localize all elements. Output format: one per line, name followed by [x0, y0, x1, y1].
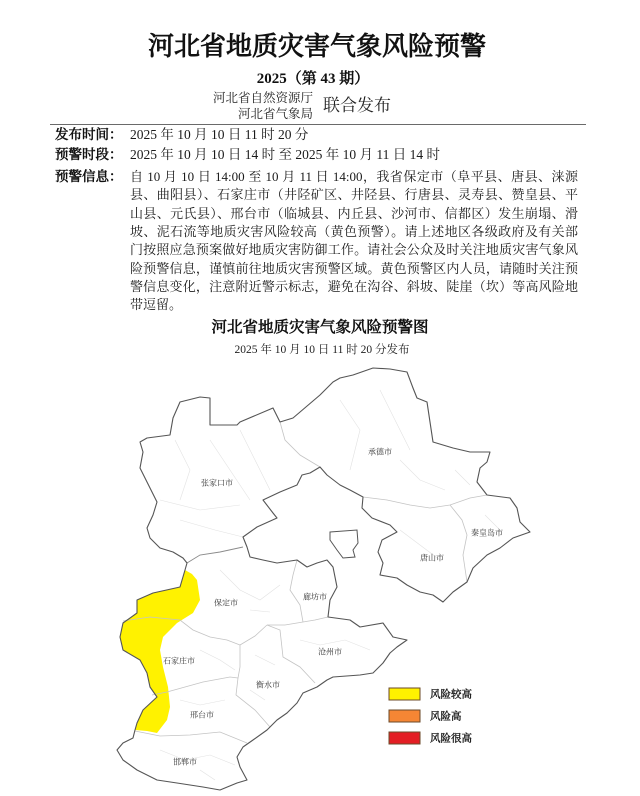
joint-release-label: 联合发布: [323, 96, 391, 116]
city-label-tangshan: 唐山市: [420, 553, 444, 563]
warning-info-line: 自 10 月 10 日 14:00 至 10 月 11 日 14:00，我省保定市（阜平县、唐县、涞源: [130, 169, 578, 184]
header-divider: [50, 124, 586, 125]
publisher-list: [150, 90, 313, 122]
langfang-north-enclave-outline: [330, 530, 358, 558]
city-label-langfang: 廊坊市: [303, 592, 327, 602]
issue-number: 2025（第 43 期）: [256, 71, 370, 87]
map-legend: [389, 688, 472, 745]
warning-info-line: 山县、元氏县）、邢台市（临城县、内丘县、沙河市、信都区）发生崩塌、滑: [130, 205, 578, 221]
city-label-hengshui: 衡水市: [256, 680, 280, 690]
legend-label-high-moderate: 风险较高: [430, 688, 472, 701]
hebei-risk-map: [100, 355, 560, 796]
warning-period-label: 预警时段：: [55, 147, 123, 163]
city-label-qinhuangdao: 秦皇岛市: [471, 528, 503, 538]
warning-info-line: 县、曲阳县）、石家庄市（井陉矿区、井陉县、行唐县、灵寿县、赞皇县、平: [130, 187, 578, 203]
legend-swatch-very-high: [389, 732, 420, 744]
map-subtitle: 2025 年 10 月 10 日 11 时 20 分发布: [234, 344, 410, 356]
city-label-chengde: 承德市: [368, 447, 392, 457]
city-label-handan: 邯郸市: [173, 757, 197, 767]
warning-info-line: 警信息变化，注意附近警示标志，避免在沟谷、斜坡、陡崖（坎）等高风险地: [130, 278, 578, 294]
map-title: 河北省地质灾害气象风险预警图: [211, 318, 429, 336]
bulletin-title: 河北省地质灾害气象风险预警: [147, 32, 486, 62]
city-label-zhangjiakou: 张家口市: [201, 478, 233, 488]
warning-info-line: 险预警信息，谨慎前往地质灾害预警区域。黄色预警区内人员，请随时关注预: [130, 260, 578, 276]
publish-time-value: 2025 年 10 月 10 日 11 时 20 分: [130, 127, 309, 142]
legend-swatch-high: [389, 710, 420, 722]
city-label-baoding: 保定市: [214, 598, 238, 608]
city-label-xingtai: 邢台市: [190, 710, 214, 720]
publisher-natural-resources: 河北省自然资源厅: [212, 90, 313, 105]
legend-label-very-high: 风险很高: [430, 732, 472, 745]
warning-period-value: 2025 年 10 月 10 日 14 时 至 2025 年 10 月 11 日 14 时: [130, 147, 440, 162]
city-label-cangzhou: 沧州市: [318, 647, 342, 657]
warning-info-line: 带逗留。: [130, 297, 183, 313]
legend-swatch-high-moderate: [389, 688, 420, 700]
publish-time-label: 发布时间：: [55, 127, 123, 143]
publisher-meteorology: 河北省气象局: [237, 106, 313, 121]
legend-label-high: 风险高: [430, 710, 462, 723]
city-label-shijiazhuang: 石家庄市: [163, 656, 195, 666]
warning-info-label: 预警信息：: [55, 169, 123, 185]
warning-info-line: 门按照应急预案做好地质灾害防御工作。请社会公众及时关注地质灾害气象风: [130, 242, 578, 258]
warning-info-line: 坡、泥石流等地质灾害风险较高（黄色预警）。请上述地区各级政府及有关部: [130, 223, 578, 239]
